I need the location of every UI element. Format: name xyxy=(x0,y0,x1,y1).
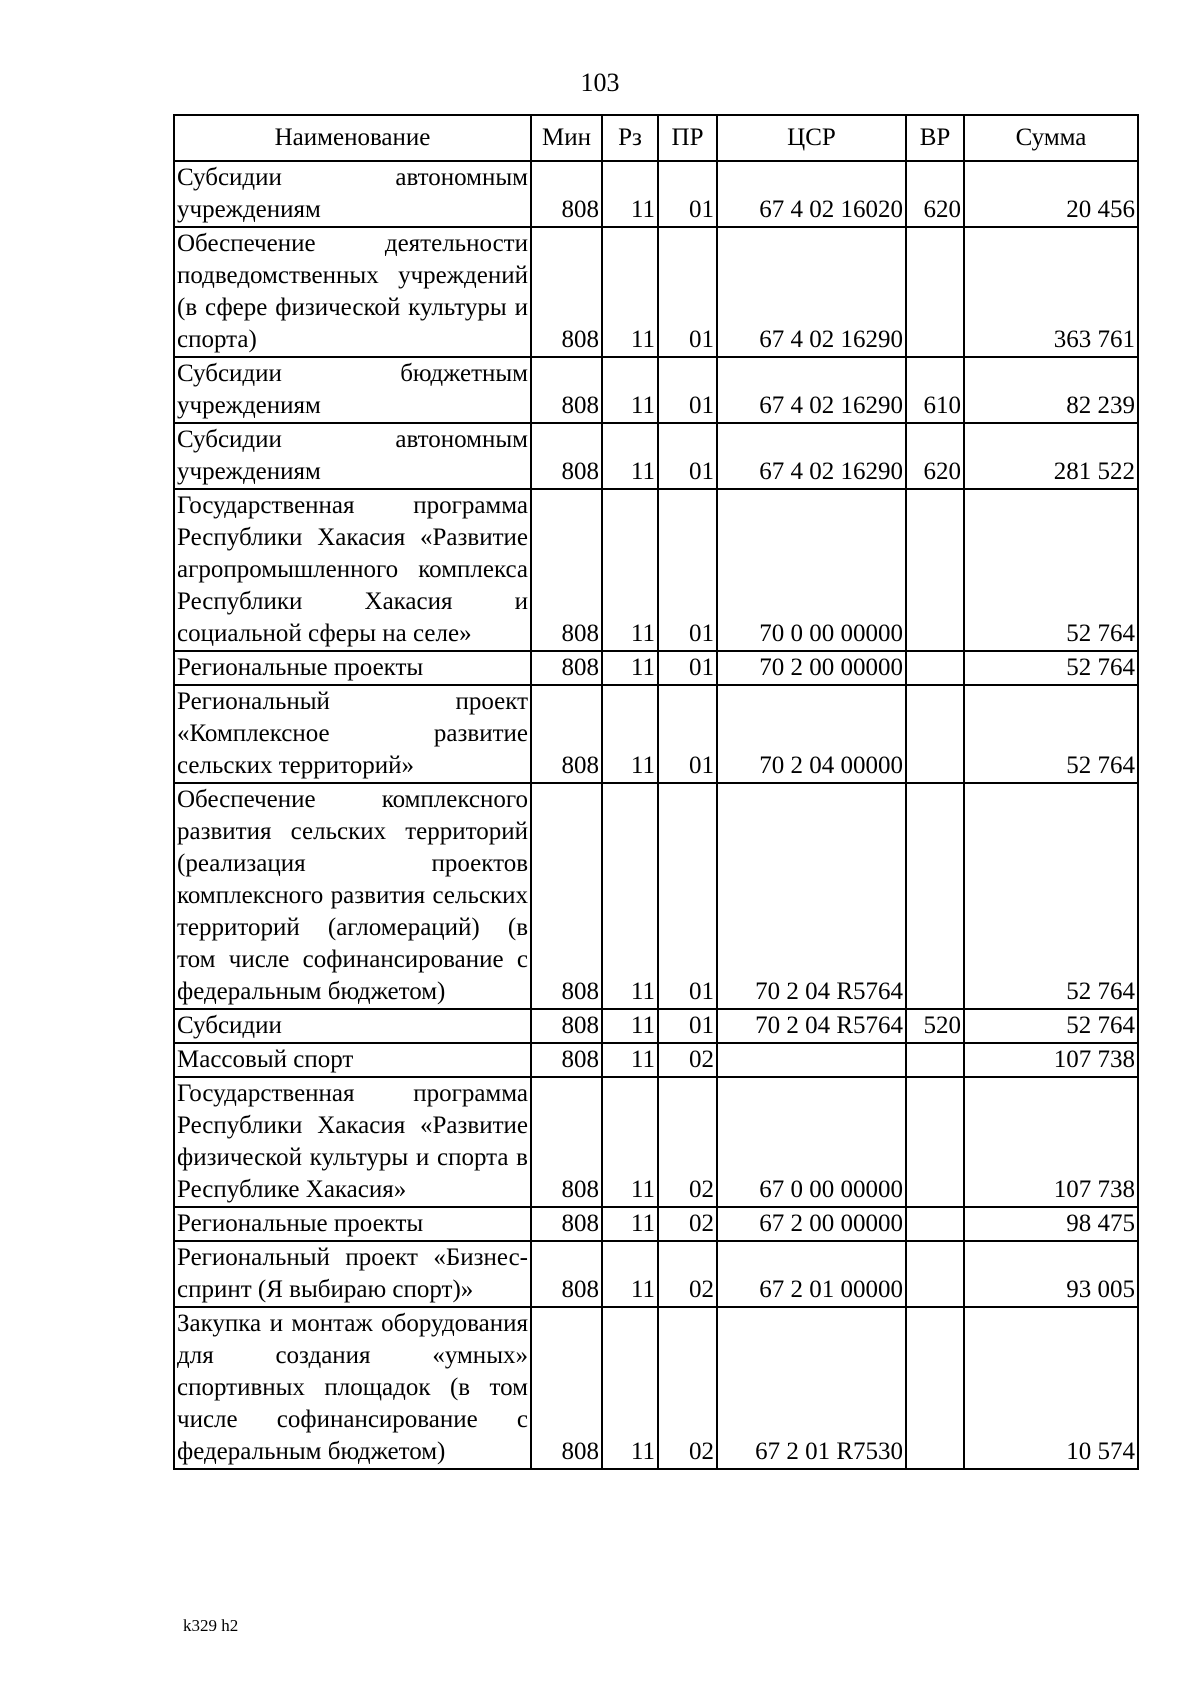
cell-name: Государственная программа Республики Хакасия «Развитие физической культуры и спорта в Республике Хакасия» xyxy=(174,1077,531,1207)
cell-sum: 93 005 xyxy=(964,1241,1138,1307)
table-row xyxy=(174,227,1138,357)
table-body xyxy=(174,161,1138,1469)
cell-pr: 01 xyxy=(658,423,717,489)
cell-rz: 11 xyxy=(602,1307,658,1469)
cell-pr: 01 xyxy=(658,1009,717,1043)
cell-rz: 11 xyxy=(602,357,658,423)
table-row xyxy=(174,1207,1138,1241)
budget-table xyxy=(173,114,1139,1470)
cell-rz: 11 xyxy=(602,1043,658,1077)
table-row xyxy=(174,1009,1138,1043)
cell-min: 808 xyxy=(531,1043,602,1077)
cell-min: 808 xyxy=(531,489,602,651)
header-vr: ВР xyxy=(906,115,964,161)
cell-pr: 01 xyxy=(658,161,717,227)
cell-sum: 98 475 xyxy=(964,1207,1138,1241)
table-row xyxy=(174,1241,1138,1307)
cell-pr: 01 xyxy=(658,489,717,651)
cell-vr: 620 xyxy=(906,161,964,227)
cell-rz: 11 xyxy=(602,1207,658,1241)
header-row xyxy=(174,115,1138,161)
cell-csr: 70 2 04 R5764 xyxy=(717,783,906,1009)
cell-csr: 70 2 00 00000 xyxy=(717,651,906,685)
cell-csr: 70 2 04 R5764 xyxy=(717,1009,906,1043)
cell-sum: 82 239 xyxy=(964,357,1138,423)
cell-csr: 67 4 02 16290 xyxy=(717,357,906,423)
cell-name: Обеспечение комплексного развития сельских территорий (реализация проектов комплексного развития сельских территорий (агломераций) (в том числе софинансирование с федеральным бюджетом) xyxy=(174,783,531,1009)
table-row xyxy=(174,423,1138,489)
table-row xyxy=(174,783,1138,1009)
cell-pr: 01 xyxy=(658,357,717,423)
cell-pr: 02 xyxy=(658,1077,717,1207)
cell-min: 808 xyxy=(531,1241,602,1307)
cell-min: 808 xyxy=(531,227,602,357)
table-header xyxy=(174,115,1138,161)
cell-name: Региональные проекты xyxy=(174,1207,531,1241)
cell-rz: 11 xyxy=(602,685,658,783)
header-sum: Сумма xyxy=(964,115,1138,161)
cell-csr: 67 2 00 00000 xyxy=(717,1207,906,1241)
table-row xyxy=(174,651,1138,685)
cell-rz: 11 xyxy=(602,161,658,227)
cell-pr: 01 xyxy=(658,651,717,685)
cell-csr: 67 2 01 R7530 xyxy=(717,1307,906,1469)
table-row xyxy=(174,357,1138,423)
cell-name: Обеспечение деятельности подведомственных учреждений (в сфере физической культуры и спорта) xyxy=(174,227,531,357)
cell-rz: 11 xyxy=(602,651,658,685)
cell-min: 808 xyxy=(531,783,602,1009)
cell-min: 808 xyxy=(531,685,602,783)
header-name: Наименование xyxy=(174,115,531,161)
table-row xyxy=(174,1307,1138,1469)
cell-rz: 11 xyxy=(602,1009,658,1043)
cell-vr xyxy=(906,1077,964,1207)
cell-pr: 02 xyxy=(658,1307,717,1469)
cell-sum: 10 574 xyxy=(964,1307,1138,1469)
table-row xyxy=(174,685,1138,783)
header-csr: ЦСР xyxy=(717,115,906,161)
header-pr: ПР xyxy=(658,115,717,161)
cell-csr xyxy=(717,1043,906,1077)
cell-min: 808 xyxy=(531,357,602,423)
cell-name: Субсидии автономным учреждениям xyxy=(174,423,531,489)
cell-min: 808 xyxy=(531,423,602,489)
cell-name: Субсидии xyxy=(174,1009,531,1043)
cell-min: 808 xyxy=(531,651,602,685)
cell-name: Массовый спорт xyxy=(174,1043,531,1077)
cell-name: Субсидии автономным учреждениям xyxy=(174,161,531,227)
cell-sum: 52 764 xyxy=(964,783,1138,1009)
cell-csr: 67 4 02 16020 xyxy=(717,161,906,227)
cell-name: Закупка и монтаж оборудования для создания «умных» спортивных площадок (в том числе софинансирование с федеральным бюджетом) xyxy=(174,1307,531,1469)
header-min: Мин xyxy=(531,115,602,161)
cell-pr: 02 xyxy=(658,1207,717,1241)
cell-vr: 610 xyxy=(906,357,964,423)
cell-min: 808 xyxy=(531,1307,602,1469)
cell-pr: 01 xyxy=(658,783,717,1009)
cell-vr xyxy=(906,227,964,357)
cell-vr xyxy=(906,651,964,685)
cell-pr: 02 xyxy=(658,1241,717,1307)
cell-pr: 01 xyxy=(658,227,717,357)
header-rz: Рз xyxy=(602,115,658,161)
cell-name: Региональные проекты xyxy=(174,651,531,685)
cell-sum: 107 738 xyxy=(964,1077,1138,1207)
cell-vr xyxy=(906,1043,964,1077)
cell-pr: 02 xyxy=(658,1043,717,1077)
cell-name: Региональный проект «Комплексное развитие сельских территорий» xyxy=(174,685,531,783)
cell-sum: 20 456 xyxy=(964,161,1138,227)
cell-rz: 11 xyxy=(602,783,658,1009)
cell-min: 808 xyxy=(531,1009,602,1043)
cell-vr: 620 xyxy=(906,423,964,489)
table-row xyxy=(174,1077,1138,1207)
cell-min: 808 xyxy=(531,1077,602,1207)
cell-vr xyxy=(906,783,964,1009)
table-row xyxy=(174,1043,1138,1077)
cell-csr: 70 2 04 00000 xyxy=(717,685,906,783)
cell-name: Субсидии бюджетным учреждениям xyxy=(174,357,531,423)
cell-rz: 11 xyxy=(602,489,658,651)
cell-vr xyxy=(906,1307,964,1469)
cell-vr xyxy=(906,489,964,651)
footer-code: k329 h2 xyxy=(183,1616,239,1635)
cell-rz: 11 xyxy=(602,423,658,489)
cell-name: Региональный проект «Бизнес-спринт (Я выбираю спорт)» xyxy=(174,1241,531,1307)
cell-csr: 67 4 02 16290 xyxy=(717,227,906,357)
cell-sum: 107 738 xyxy=(964,1043,1138,1077)
table-row xyxy=(174,161,1138,227)
cell-pr: 01 xyxy=(658,685,717,783)
cell-vr xyxy=(906,685,964,783)
cell-vr: 520 xyxy=(906,1009,964,1043)
cell-min: 808 xyxy=(531,1207,602,1241)
cell-sum: 52 764 xyxy=(964,685,1138,783)
cell-sum: 52 764 xyxy=(964,651,1138,685)
table-row xyxy=(174,489,1138,651)
cell-csr: 70 0 00 00000 xyxy=(717,489,906,651)
cell-csr: 67 2 01 00000 xyxy=(717,1241,906,1307)
cell-sum: 52 764 xyxy=(964,1009,1138,1043)
cell-rz: 11 xyxy=(602,227,658,357)
cell-csr: 67 0 00 00000 xyxy=(717,1077,906,1207)
cell-min: 808 xyxy=(531,161,602,227)
cell-sum: 363 761 xyxy=(964,227,1138,357)
cell-vr xyxy=(906,1241,964,1307)
cell-sum: 281 522 xyxy=(964,423,1138,489)
cell-vr xyxy=(906,1207,964,1241)
cell-rz: 11 xyxy=(602,1241,658,1307)
cell-name: Государственная программа Республики Хакасия «Развитие агропромышленного комплекса Республики Хакасия и социальной сферы на селе» xyxy=(174,489,531,651)
cell-rz: 11 xyxy=(602,1077,658,1207)
page-number: 103 xyxy=(580,68,620,97)
cell-sum: 52 764 xyxy=(964,489,1138,651)
cell-csr: 67 4 02 16290 xyxy=(717,423,906,489)
